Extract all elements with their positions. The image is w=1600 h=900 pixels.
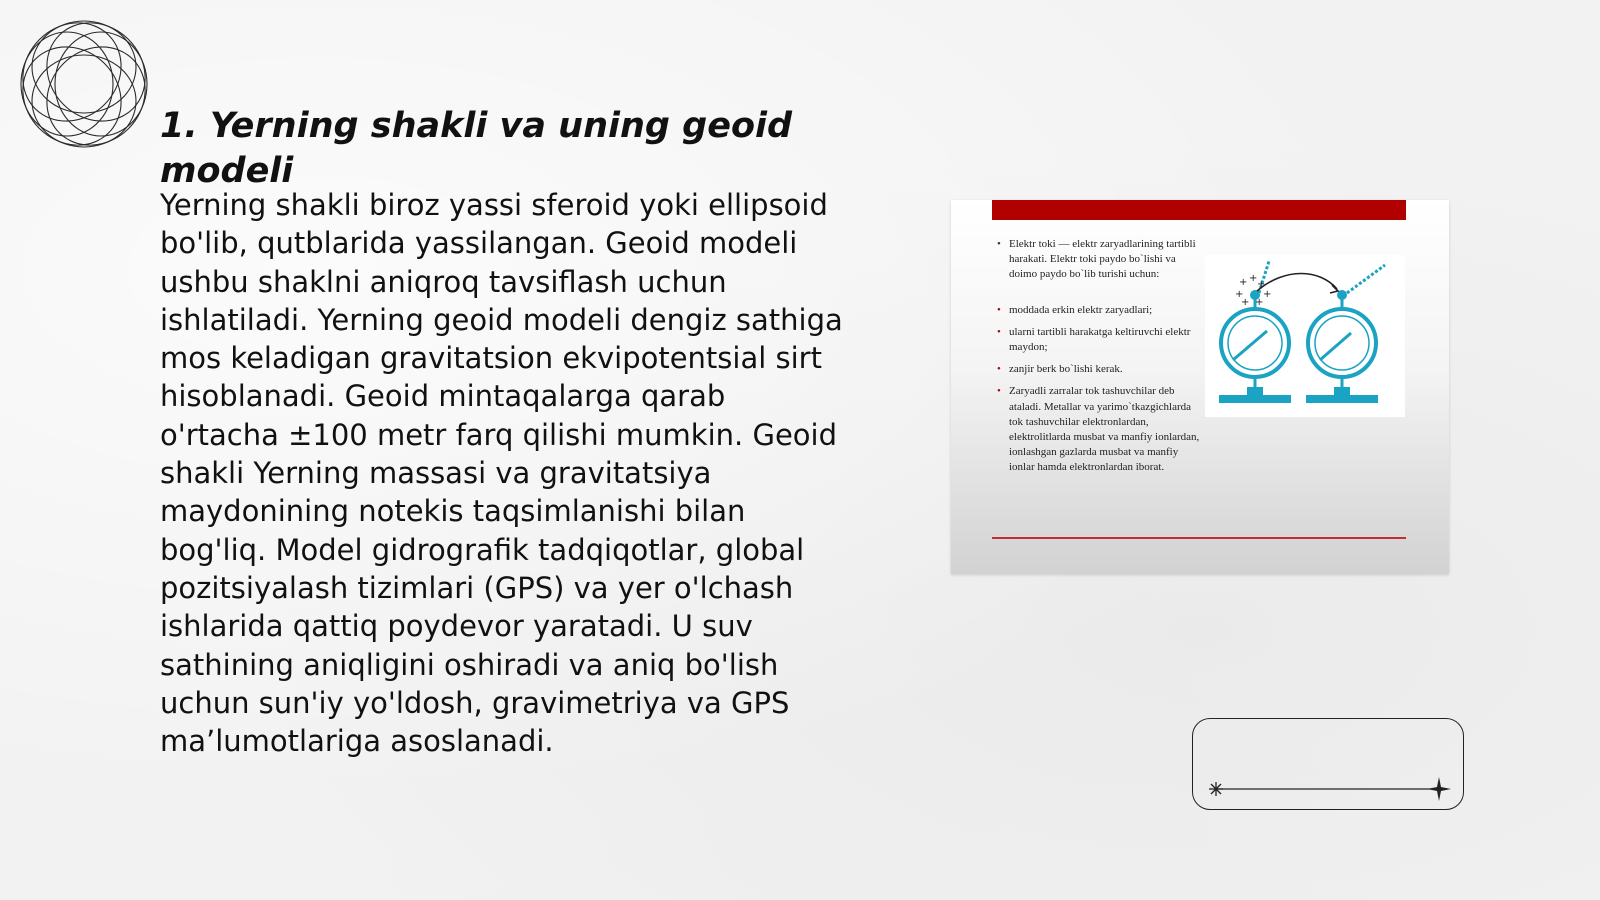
list-item: • ularni tartibli harakatga keltiruvchi elektr maydon; — [997, 325, 1191, 354]
bullet-text: moddada erkin elektr zaryadlari; — [1009, 303, 1153, 316]
bullet-text: Zaryadli zarralar tok tashuvchilar deb ataladi. Metallar va yarimo`tkazgichlarda tok tashuvchilar elektronlardan, elektrolitlarda musbat va manfiy ionlardan, ionlashgan gazlarda musbat va manfiy ionlar hamda elektronlardan iborat. — [1009, 385, 1200, 474]
embedded-slide-bullet-list — [997, 237, 1205, 483]
rosette-ornament-icon — [10, 10, 158, 158]
list-item: • zanjir berk bo`lishi kerak. — [997, 363, 1123, 376]
sparkle-icon — [1427, 777, 1451, 801]
svg-text:+: + — [1249, 273, 1258, 284]
svg-text:+: + — [1241, 297, 1250, 308]
list-item: • Zaryadli zarralar tok tashuvchilar deb ataladi. Metallar va yarimo`tkazgichlarda tok tashuvchilar elektronlardan, elektrolitlarda musbat va manfiy ionlardan, ionlashgan gazlarda musbat va manfiy ionlar hamda elektronlardan iborat. — [997, 385, 1200, 474]
embedded-slide-header-bar — [992, 200, 1406, 220]
embedded-slide-footer-line — [992, 537, 1406, 539]
decorative-frame — [1192, 718, 1464, 810]
slide-title: 1. Yerning shakli va uning geoid modeli — [160, 106, 793, 191]
bullet-text: zanjir berk bo`lishi kerak. — [1009, 363, 1123, 376]
electroscope-pair-icon — [1205, 255, 1405, 417]
bullet-text: Elektr toki — elektr zaryadlarining tartibli harakati. Elektr toki paydo bo`lishi va doimo paydo bo`lib turishi uchun: — [1009, 238, 1196, 281]
list-item: • Elektr toki — elektr zaryadlarining tartibli harakati. Elektr toki paydo bo`lishi va doimo paydo bo`lib turishi uchun: — [997, 238, 1196, 281]
starburst-icon — [1209, 782, 1223, 796]
bullet-text: ularni tartibli harakatga keltiruvchi elektr maydon; — [1009, 325, 1191, 354]
svg-text:+: + — [1263, 289, 1272, 300]
list-item: • moddada erkin elektr zaryadlari; — [997, 303, 1153, 316]
svg-text:+: + — [1239, 277, 1248, 288]
slide-body-text: Yerning shakli biroz yassi sferoid yoki ellipsoid bo'lib, qutblarida yassilangan. Geoid modeli ushbu shaklni aniqroq tavsiflash uchun ishlatiladi. Yerning geoid modeli dengiz sathiga mos keladigan gravitatsion ekvipotentsial sirt hisoblanadi. Geoid mintaqalarga qarab o'rtacha ±100 metr farq qilishi mumkin. Geoid shakli Yerning massasi va gravitatsiya maydonining notekis taqsimlanishi bilan bog'liq. Model gidrografik tadqiqotlar, global pozitsiyalash tizimlari (GPS) va yer o'lchash ishlarida qattiq poydevor yaratadi. U suv sathining aniqligini oshiradi va aniq bo'lish uchun sun'iy yo'ldosh, gravimetriya va GPS ma’lumotlariga asoslanadi. — [160, 188, 843, 759]
svg-text:+: + — [1257, 279, 1266, 290]
embedded-slide-image — [951, 200, 1449, 574]
svg-text:+: + — [1235, 289, 1244, 300]
svg-text:+: + — [1255, 297, 1264, 308]
